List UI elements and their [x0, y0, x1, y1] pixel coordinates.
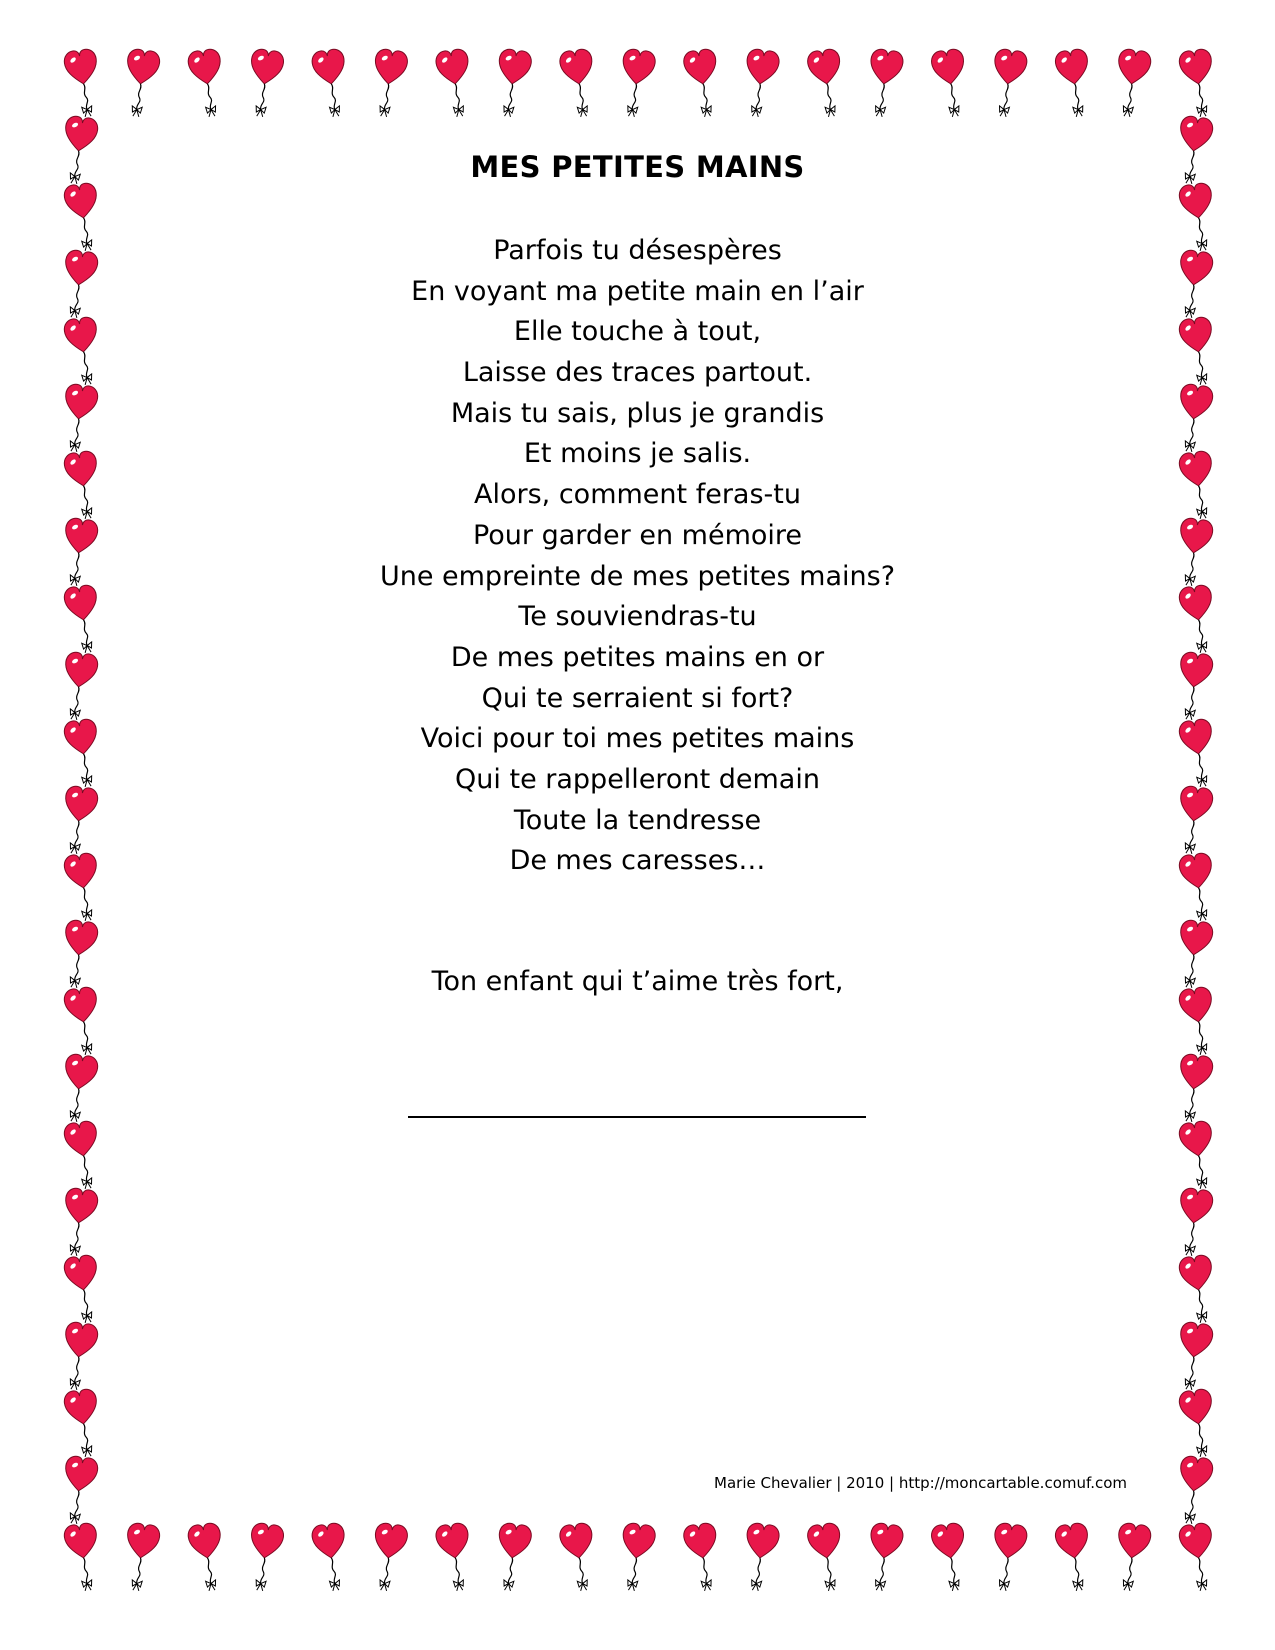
heart-balloon-icon	[1111, 48, 1152, 119]
heart-balloon-icon	[863, 48, 904, 119]
heart-balloon-icon	[120, 48, 161, 119]
verse-line: Qui te rappelleront demain	[455, 763, 820, 795]
heart-balloon-icon	[63, 1388, 104, 1459]
heart-balloon-icon	[682, 1522, 723, 1593]
heart-balloon-icon	[63, 48, 104, 119]
verse-line: Parfois tu désespères	[493, 235, 782, 266]
verse-line: Laisse des traces partout.	[462, 357, 813, 389]
heart-balloon-icon	[739, 1522, 780, 1593]
heart-balloon-icon	[616, 1522, 657, 1593]
heart-balloon-icon	[1173, 1321, 1214, 1392]
verse-line: De mes petites mains en or	[450, 641, 825, 673]
verse-line: Pour garder en mémoire	[472, 519, 803, 551]
heart-balloon-icon	[187, 48, 228, 119]
heart-balloon-icon	[63, 1120, 104, 1191]
heart-balloon-icon	[987, 1522, 1028, 1593]
heart-balloon-icon	[806, 48, 847, 119]
heart-balloon-icon	[1054, 1522, 1095, 1593]
heart-balloon-icon	[1178, 1254, 1219, 1325]
footer-credit: Marie Chevalier | 2010 | http://moncartable.comuf.com	[714, 1474, 1127, 1492]
verse-line: Voici pour toi mes petites mains	[420, 723, 855, 755]
heart-balloon-icon	[1178, 1522, 1219, 1593]
verse-line: Te souviendras-tu	[518, 601, 757, 633]
verse-line: Mais tu sais, plus je grandis	[450, 397, 825, 429]
heart-balloon-icon	[863, 1522, 904, 1593]
heart-balloon-icon	[368, 1522, 409, 1593]
verse-line: Et moins je salis.	[523, 438, 752, 470]
heart-balloon-icon	[187, 1522, 228, 1593]
heart-balloon-icon	[311, 1522, 352, 1593]
poem-verses	[0, 231, 1275, 882]
verse-line: En voyant ma petite main en l’air	[411, 275, 864, 307]
heart-balloon-icon	[58, 1053, 99, 1124]
signature-line	[408, 1116, 866, 1118]
heart-balloon-icon	[930, 48, 971, 119]
heart-balloon-icon	[739, 48, 780, 119]
heart-balloon-icon	[558, 1522, 599, 1593]
heart-balloon-icon	[558, 48, 599, 119]
closing-line: Ton enfant qui t’aime très fort,	[431, 966, 844, 997]
verse-line: Toute la tendresse	[513, 804, 762, 836]
verse-line: De mes caresses…	[509, 845, 766, 877]
heart-balloon-icon	[492, 48, 533, 119]
verse-line: Qui te serraient si fort?	[481, 682, 794, 714]
heart-balloon-icon	[616, 48, 657, 119]
heart-balloon-icon	[1173, 1455, 1214, 1526]
verse-line: Alors, comment feras-tu	[474, 479, 801, 511]
heart-balloon-icon	[58, 1455, 99, 1526]
heart-balloon-icon	[368, 48, 409, 119]
heart-balloon-icon	[1173, 1187, 1214, 1258]
heart-balloon-icon	[58, 1187, 99, 1258]
heart-balloon-icon	[806, 1522, 847, 1593]
heart-balloon-icon	[435, 1522, 476, 1593]
heart-balloon-icon	[63, 1522, 104, 1593]
heart-balloon-icon	[244, 1522, 285, 1593]
heart-balloon-icon	[1178, 1388, 1219, 1459]
heart-balloon-icon	[1178, 1120, 1219, 1191]
heart-balloon-icon	[244, 48, 285, 119]
heart-balloon-icon	[682, 48, 723, 119]
heart-balloon-icon	[120, 1522, 161, 1593]
verse-line: Une empreinte de mes petites mains?	[379, 560, 896, 592]
heart-balloon-icon	[311, 48, 352, 119]
heart-balloon-icon	[435, 48, 476, 119]
heart-balloon-icon	[1111, 1522, 1152, 1593]
heart-balloon-icon	[63, 1254, 104, 1325]
verse-line: Elle touche à tout,	[513, 316, 762, 348]
heart-balloon-icon	[492, 1522, 533, 1593]
heart-balloon-icon	[930, 1522, 971, 1593]
heart-balloon-icon	[1178, 48, 1219, 119]
heart-balloon-icon	[1173, 1053, 1214, 1124]
heart-balloon-icon	[987, 48, 1028, 119]
heart-balloon-icon	[1054, 48, 1095, 119]
poem-title: MES PETITES MAINS	[470, 150, 805, 184]
heart-balloon-icon	[58, 1321, 99, 1392]
